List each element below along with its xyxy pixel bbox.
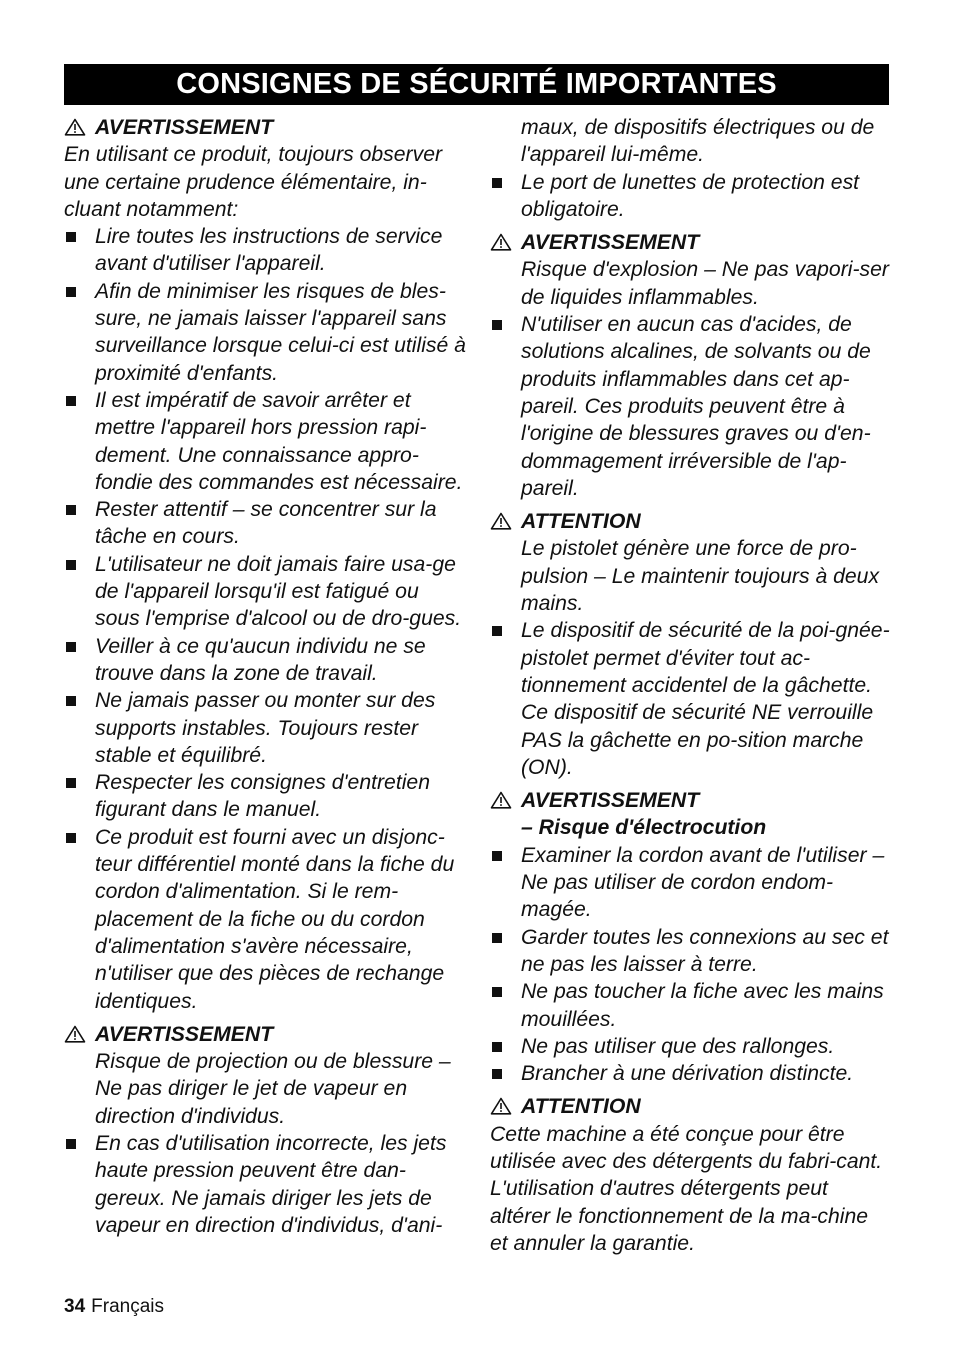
square-bullet-icon — [64, 278, 95, 387]
square-bullet-icon — [490, 617, 521, 781]
bullet-text: N'utiliser en aucun cas d'acides, de solutions alcalines, de solvants ou de produits inflammables dans cet ap-pareil. Ces produits peuvent être à l'origine de blessures graves ou d'en-dommagement irréversible de l'ap-pareil. — [521, 313, 871, 500]
bullet-text: L'utilisateur ne doit jamais faire usa-ge de l'appareil lorsqu'il est fatigué ou sous l'emprise d'alcool ou de dro-gues. — [95, 552, 462, 631]
language-label: Français — [91, 1296, 164, 1317]
bullet-item — [64, 769, 468, 824]
attention-heading — [490, 508, 890, 535]
warning-heading — [64, 1021, 468, 1048]
attention-heading — [490, 1093, 890, 1120]
warning-heading-text: AVERTISSEMENT — [95, 116, 274, 139]
square-bullet-icon — [490, 1033, 521, 1060]
warning-heading — [64, 114, 468, 141]
warning-triangle-icon — [490, 791, 512, 809]
page-title: CONSIGNES DE SÉCURITÉ IMPORTANTES — [64, 64, 889, 105]
attention-text: Le pistolet génère une force de pro-pulsion – Le maintenir toujours à deux mains. — [521, 537, 880, 616]
bullet-item — [64, 387, 468, 496]
warning-heading — [490, 229, 890, 256]
bullet-item — [64, 633, 468, 688]
bullet-item — [490, 169, 890, 224]
square-bullet-icon — [490, 978, 521, 1033]
warning-triangle-icon — [64, 118, 86, 136]
square-bullet-icon — [490, 924, 521, 979]
bullet-item — [490, 311, 890, 502]
square-bullet-icon — [64, 223, 95, 278]
bullet-list — [64, 223, 468, 1015]
bullet-text: Veiller à ce qu'aucun individu ne se trouve dans la zone de travail. — [95, 634, 426, 685]
bullet-text: En cas d'utilisation incorrecte, les jets haute pression peuvent être dan-gereux. Ne jamais diriger les jets de vapeur en direction d'individus, d'ani- — [95, 1131, 447, 1237]
warning-heading-text: AVERTISSEMENT — [95, 1022, 274, 1046]
square-bullet-icon — [490, 311, 521, 502]
bullet-list — [490, 311, 890, 502]
square-bullet-icon — [490, 1060, 521, 1087]
bullet-item — [64, 496, 468, 551]
square-bullet-icon — [64, 633, 95, 688]
square-bullet-icon — [490, 842, 521, 924]
warning-text: Risque de projection ou de blessure – Ne pas diriger le jet de vapeur en direction d'individus. — [95, 1050, 451, 1128]
bullet-item — [64, 551, 468, 633]
warning-heading — [490, 787, 890, 814]
warning-triangle-icon — [64, 1025, 86, 1043]
bullet-list — [490, 842, 890, 1088]
bullet-text: Lire toutes les instructions de service avant d'utiliser l'appareil. — [95, 225, 443, 276]
bullet-item — [64, 1130, 468, 1239]
bullet-item — [490, 1033, 890, 1060]
bullet-text: Examiner la cordon avant de l'utiliser – Ne pas utiliser de cordon endom-magée. — [521, 843, 885, 922]
warning-heading-text: AVERTISSEMENT — [521, 789, 700, 813]
warning-intro: En utilisant ce produit, toujours observer une certaine prudence élémentaire, in-cluant notamment: — [64, 143, 443, 221]
bullet-item — [490, 978, 890, 1033]
square-bullet-icon — [64, 1130, 95, 1239]
bullet-item — [64, 223, 468, 278]
square-bullet-icon — [490, 169, 521, 224]
bullet-text: Brancher à une dérivation distincte. — [521, 1062, 854, 1086]
bullet-item — [64, 687, 468, 769]
square-bullet-icon — [64, 824, 95, 1015]
square-bullet-icon — [64, 769, 95, 824]
page-footer — [64, 1296, 164, 1318]
bullet-text: Afin de minimiser les risques de bles-sure, ne jamais laisser l'appareil sans surveillance lorsque celui-ci est utilisé à proximité d'enfants. — [95, 279, 466, 385]
warning-triangle-icon — [490, 233, 512, 251]
bullet-item — [490, 842, 890, 924]
warning-text: Risque d'explosion – Ne pas vapori-ser de liquides inflammables. — [521, 258, 889, 309]
warning-subheading: – Risque d'électrocution — [521, 816, 767, 840]
attention-heading-text: ATTENTION — [521, 1095, 641, 1119]
bullet-item — [490, 617, 890, 781]
bullet-text: Le dispositif de sécurité de la poi-gnée-pistolet permet d'éviter tout ac-tionnement accidentel de la gâchette. Ce dispositif de sécurité NE verrouille PAS la gâchette en po-sition marche (ON). — [521, 619, 890, 779]
page-number: 34 — [64, 1296, 86, 1317]
warning-triangle-icon — [490, 1097, 512, 1115]
attention-heading-text: ATTENTION — [521, 510, 641, 534]
bullet-text: Ne jamais passer ou monter sur des supports instables. Toujours rester stable et équilibré. — [95, 689, 436, 767]
bullet-text: Il est impératif de savoir arrêter et mettre l'appareil hors pression rapi-dement. Une connaissance appro-fondie des commandes est nécessaire. — [95, 388, 463, 494]
square-bullet-icon — [64, 387, 95, 496]
continued-text: maux, de dispositifs électriques ou de l'appareil lui-même. — [521, 116, 875, 167]
bullet-text: Ce produit est fourni avec un disjonc-teur différentiel monté dans la fiche du cordon d'alimentation. Si le rem-placement de la fiche ou du cordon d'alimentation s'avère nécessaire, n'utiliser que des pièces de rechange identiques. — [95, 825, 455, 1013]
bullet-text: Respecter les consignes d'entretien figurant dans le manuel. — [95, 771, 430, 822]
left-column — [64, 114, 468, 1239]
square-bullet-icon — [64, 551, 95, 633]
bullet-text: Garder toutes les connexions au sec et ne pas les laisser à terre. — [521, 925, 889, 976]
bullet-text: Ne pas utiliser que des rallonges. — [521, 1034, 835, 1058]
bullet-list — [490, 617, 890, 781]
warning-heading-text: AVERTISSEMENT — [521, 231, 700, 255]
bullet-item — [64, 824, 468, 1015]
attention-text: Cette machine a été conçue pour être utilisée avec des détergents du fabri-cant. L'utilisation d'autres détergents peut altérer le fonctionnement de la ma-chine et annuler la garantie. — [490, 1122, 883, 1255]
warning-triangle-icon — [490, 512, 512, 530]
bullet-text: Ne pas toucher la fiche avec les mains mouillées. — [521, 980, 884, 1031]
bullet-item — [64, 278, 468, 387]
bullet-text: Rester attentif – se concentrer sur la tâche en cours. — [95, 498, 437, 549]
right-column — [490, 114, 890, 1257]
bullet-list — [64, 1130, 468, 1239]
bullet-item — [490, 1060, 890, 1087]
square-bullet-icon — [64, 496, 95, 551]
square-bullet-icon — [64, 687, 95, 769]
bullet-list — [490, 169, 890, 224]
bullet-text: Le port de lunettes de protection est obligatoire. — [521, 170, 860, 221]
bullet-item — [490, 924, 890, 979]
